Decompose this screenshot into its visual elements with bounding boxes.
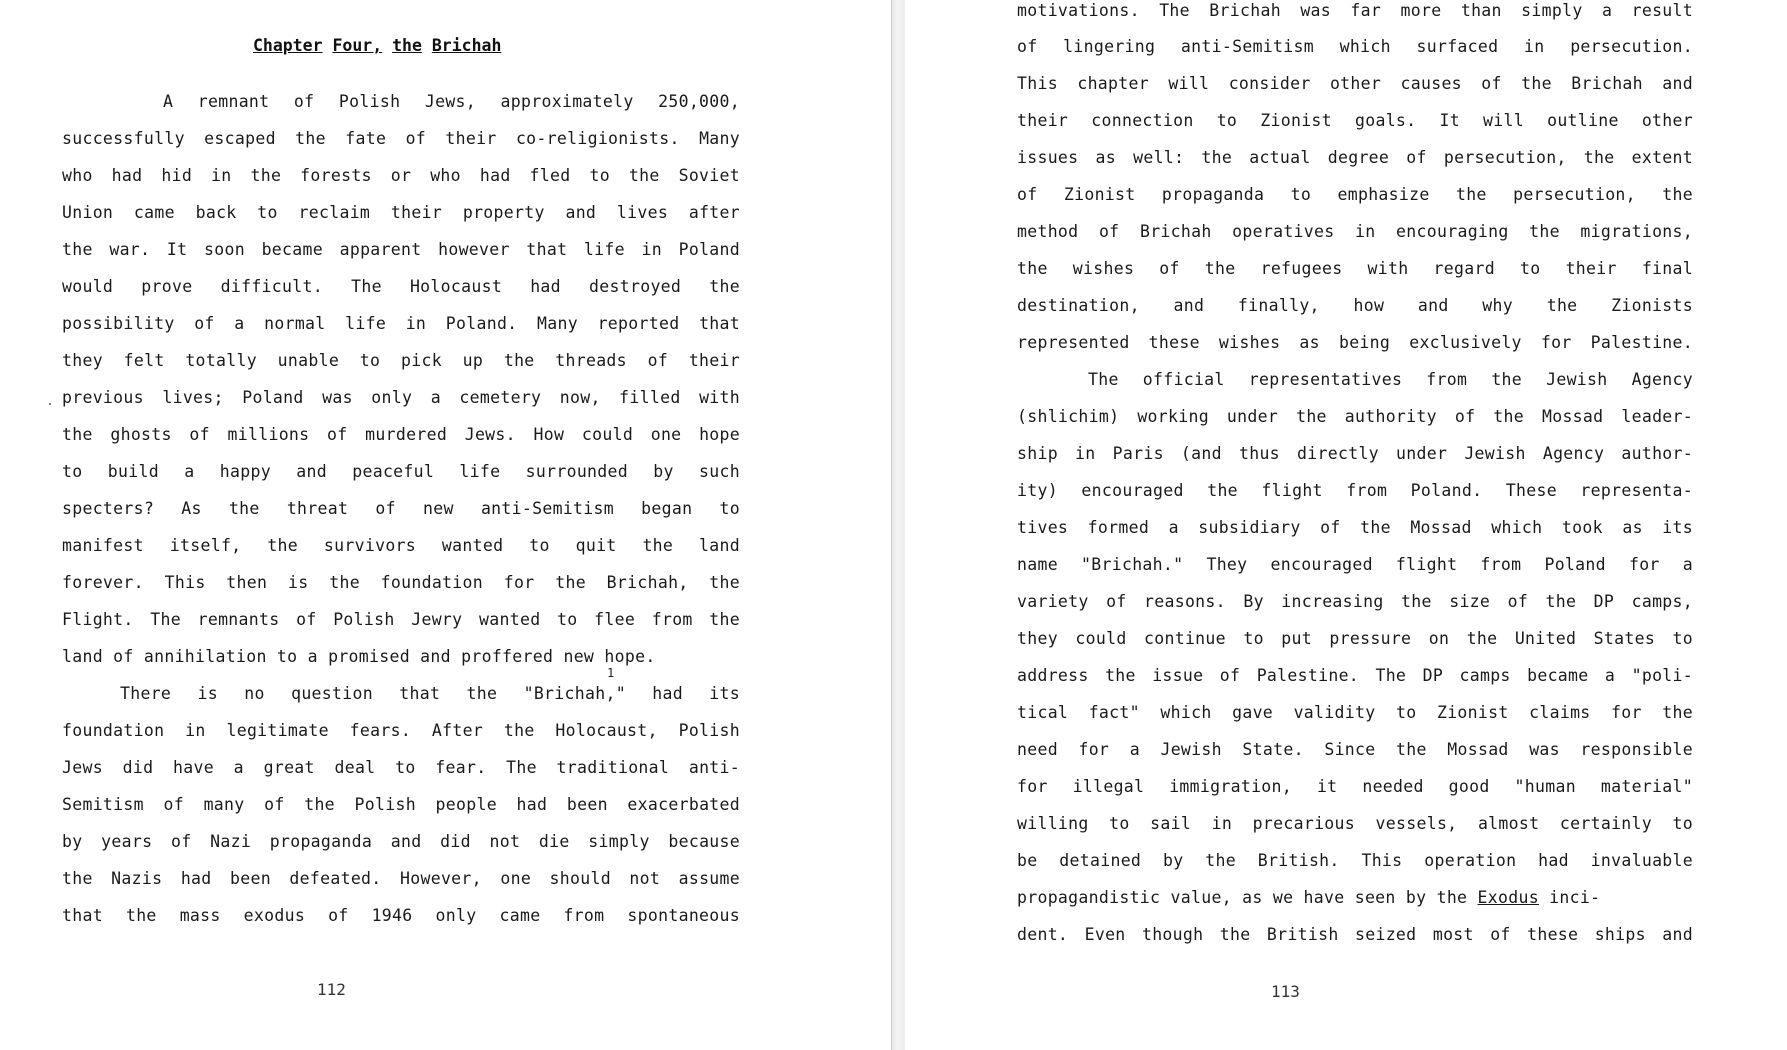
text-line: that the mass exodus of 1946 only came from spontaneous — [62, 906, 740, 925]
text-line-end: inci- — [1538, 888, 1601, 907]
text-line: successfully escaped the fate of their co-religionists. Many — [62, 129, 740, 148]
text-line: specters? As the threat of new anti-Semitism began to — [62, 499, 740, 518]
chapter-title — [253, 36, 501, 55]
chapter-title-word: Four, — [332, 36, 383, 55]
text-line: for illegal immigration, it needed good "human material" — [1017, 777, 1693, 796]
chapter-title-word: Chapter — [253, 36, 323, 55]
text-line: The official representatives from the Jewish Agency — [1088, 370, 1693, 389]
chapter-title-word: the — [392, 36, 422, 55]
text-line: be detained by the British. This operation had invaluable — [1017, 851, 1693, 870]
text-line: to build a happy and peaceful life surrounded by such — [62, 462, 740, 481]
text-line: tical fact" which gave validity to Zionist claims for the — [1017, 703, 1693, 722]
scan-speck — [49, 403, 51, 405]
text-line: possibility of a normal life in Poland. Many reported that — [62, 314, 740, 333]
text-line: (shlichim) working under the authority of the Mossad leader- — [1017, 407, 1693, 426]
text-line: their connection to Zionist goals. It will outline other — [1017, 111, 1693, 130]
text-line: the wishes of the refugees with regard to their final — [1017, 259, 1693, 278]
text-line: they could continue to put pressure on the United States to — [1017, 629, 1693, 648]
left-page — [0, 0, 891, 1050]
text-line: name "Brichah." They encouraged flight from Poland for a — [1017, 555, 1693, 574]
text-line: motivations. The Brichah was far more than simply a result — [1017, 1, 1693, 20]
text-line: tives formed a subsidiary of the Mossad which took as its — [1017, 518, 1693, 537]
text-line: Jews did have a great deal to fear. The traditional anti- — [62, 758, 740, 777]
text-line: Union came back to reclaim their property and lives after — [62, 203, 740, 222]
text-line: the Nazis had been defeated. However, one should not assume — [62, 869, 740, 888]
text-line: the ghosts of millions of murdered Jews. How could one hope — [62, 425, 740, 444]
text-line: Flight. The remnants of Polish Jewry wanted to flee from the — [62, 610, 740, 629]
text-line: the war. It soon became apparent however that life in Poland — [62, 240, 740, 259]
text-line: of Zionist propaganda to emphasize the persecution, the — [1017, 185, 1693, 204]
chapter-title-word: Brichah — [431, 36, 502, 55]
text-line: A remnant of Polish Jews, approximately 250,000, — [163, 92, 740, 111]
text-line: ity) encouraged the flight from Poland. These representa- — [1017, 481, 1693, 500]
text-line: by years of Nazi propaganda and did not die simply because — [62, 832, 740, 851]
text-line: issues as well: the actual degree of persecution, the extent — [1017, 148, 1693, 167]
text-line: There is no question that the "Brichah," had its — [120, 684, 740, 703]
text-line: address the issue of Palestine. The DP camps became a "poli- — [1017, 666, 1693, 685]
text-line: of lingering anti-Semitism which surfaced in persecution. — [1017, 37, 1693, 56]
text-line: they felt totally unable to pick up the threads of their — [62, 351, 740, 370]
text-line: previous lives; Poland was only a cemetery now, filled with — [62, 388, 740, 407]
text-line: forever. This then is the foundation for the Brichah, the — [62, 573, 740, 592]
right-page — [905, 0, 1787, 1050]
text-line: need for a Jewish State. Since the Mossad was responsible — [1017, 740, 1693, 759]
text-line: foundation in legitimate fears. After the Holocaust, Polish — [62, 721, 740, 740]
text-line-with-exodus — [1017, 888, 1693, 908]
text-line: method of Brichah operatives in encouraging the migrations, — [1017, 222, 1693, 241]
text-line: manifest itself, the survivors wanted to quit the land — [62, 536, 740, 555]
text-line: destination, and finally, how and why the Zionists — [1017, 296, 1693, 315]
text-line: would prove difficult. The Holocaust had destroyed the — [62, 277, 740, 296]
text-line: variety of reasons. By increasing the size of the DP camps, — [1017, 592, 1693, 611]
page-number: 113 — [1271, 982, 1300, 1001]
text-line: willing to sail in precarious vessels, almost certainly to — [1017, 814, 1693, 833]
exodus-italic-title: Exodus — [1477, 888, 1539, 907]
text-line: who had hid in the forests or who had fled to the Soviet — [62, 166, 740, 185]
text-line: represented these wishes as being exclusively for Palestine. — [1017, 333, 1693, 352]
text-line: Semitism of many of the Polish people had been exacerbated — [62, 795, 740, 814]
text-line: ship in Paris (and thus directly under Jewish Agency author- — [1017, 444, 1693, 463]
text-line-start: propagandistic value, as we have seen by the — [1017, 888, 1478, 907]
footnote-marker: 1 — [607, 666, 615, 680]
text-line: land of annihilation to a promised and proffered new hope. — [62, 647, 656, 666]
text-line: dent. Even though the British seized most of these ships and — [1017, 925, 1693, 944]
page-number: 112 — [317, 980, 346, 999]
text-line: This chapter will consider other causes of the Brichah and — [1017, 74, 1693, 93]
